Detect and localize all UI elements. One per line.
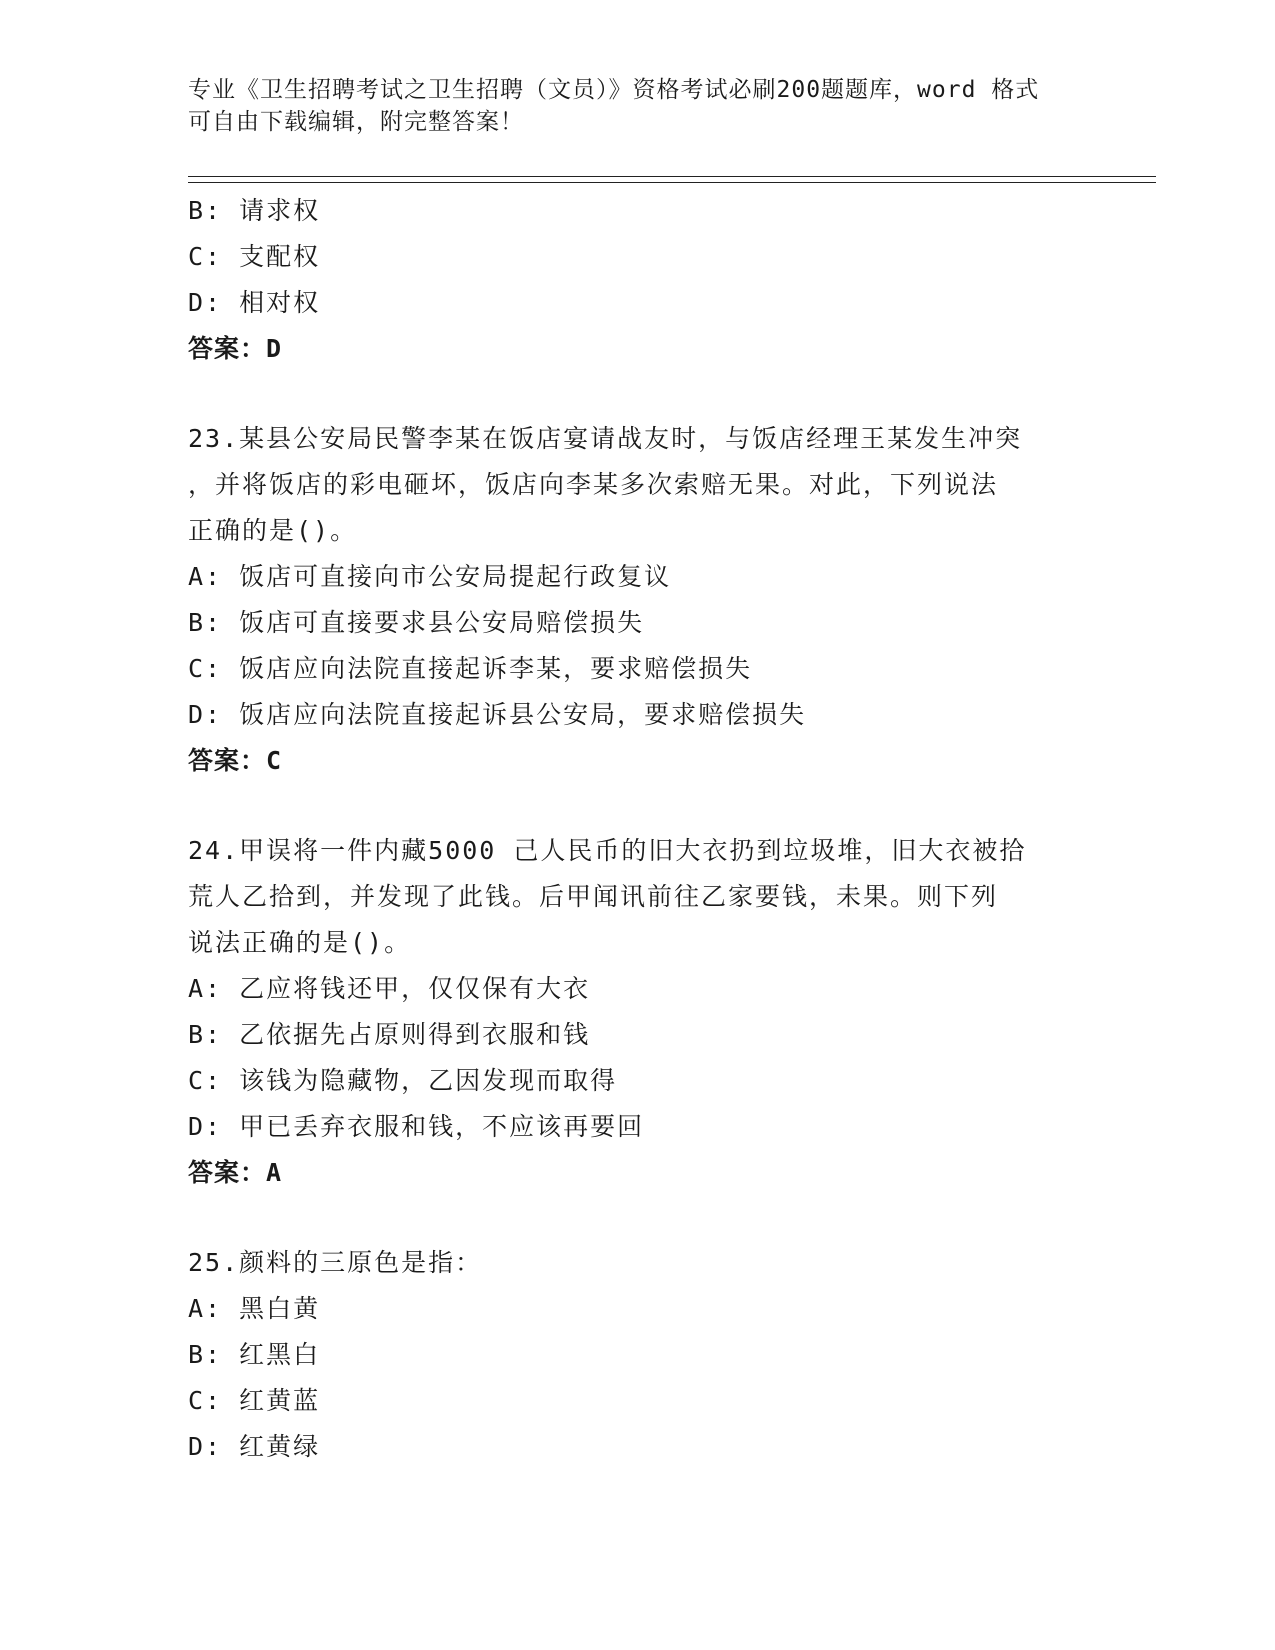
document-header xyxy=(188,74,1088,138)
header-divider-top xyxy=(188,176,1156,177)
question-text-line: 23.某县公安局民警李某在饭店宴请战友时，与饭店经理王某发生冲突 xyxy=(188,424,1023,453)
question-text-line: 正确的是()。 xyxy=(188,516,358,545)
question-content xyxy=(188,188,1088,1470)
question-text-line: 24.甲误将一件内藏5000 己人民币的旧大衣扔到垃圾堆，旧大衣被拾 xyxy=(188,836,1027,865)
option-c: C: 饭店应向法院直接起诉李某，要求赔偿损失 xyxy=(188,654,753,683)
option-b: B: 请求权 xyxy=(188,196,321,225)
option-c: C: 支配权 xyxy=(188,242,321,271)
question-25 xyxy=(188,1240,1088,1470)
question-text-line: 荒人乙拾到，并发现了此钱。后甲闻讯前往乙家要钱，未果。则下列 xyxy=(188,882,999,911)
option-b: B: 乙依据先占原则得到衣服和钱 xyxy=(188,1020,591,1049)
option-b: B: 红黑白 xyxy=(188,1340,321,1369)
option-d: D: 甲已丢弃衣服和钱，不应该再要回 xyxy=(188,1112,645,1141)
answer: 答案：A xyxy=(188,1158,283,1187)
option-d: D: 饭店应向法院直接起诉县公安局，要求赔偿损失 xyxy=(188,700,807,729)
header-line-2: 可自由下载编辑，附完整答案！ xyxy=(188,109,524,135)
option-b: B: 饭店可直接要求县公安局赔偿损失 xyxy=(188,608,645,637)
option-a: A: 乙应将钱还甲，仅仅保有大衣 xyxy=(188,974,591,1003)
question-24 xyxy=(188,828,1088,1196)
option-a: A: 黑白黄 xyxy=(188,1294,321,1323)
spacer xyxy=(188,372,1088,416)
question-text-line: 说法正确的是()。 xyxy=(188,928,412,957)
option-a: A: 饭店可直接向市公安局提起行政复议 xyxy=(188,562,672,591)
header-line-1: 专业《卫生招聘考试之卫生招聘（文员）》资格考试必刷200题题库，word 格式 xyxy=(188,77,1040,103)
question-23 xyxy=(188,416,1088,784)
answer: 答案：D xyxy=(188,334,283,363)
spacer xyxy=(188,784,1088,828)
option-c: C: 该钱为隐藏物，乙因发现而取得 xyxy=(188,1066,618,1095)
option-d: D: 红黄绿 xyxy=(188,1432,321,1461)
header-divider-bottom xyxy=(188,182,1156,183)
answer: 答案：C xyxy=(188,746,283,775)
spacer xyxy=(188,1196,1088,1240)
question-text-line: 25.颜料的三原色是指： xyxy=(188,1248,483,1277)
question-22-tail xyxy=(188,188,1088,372)
option-d: D: 相对权 xyxy=(188,288,321,317)
question-text-line: ，并将饭店的彩电砸坏，饭店向李某多次索赔无果。对此，下列说法 xyxy=(188,470,999,499)
option-c: C: 红黄蓝 xyxy=(188,1386,321,1415)
